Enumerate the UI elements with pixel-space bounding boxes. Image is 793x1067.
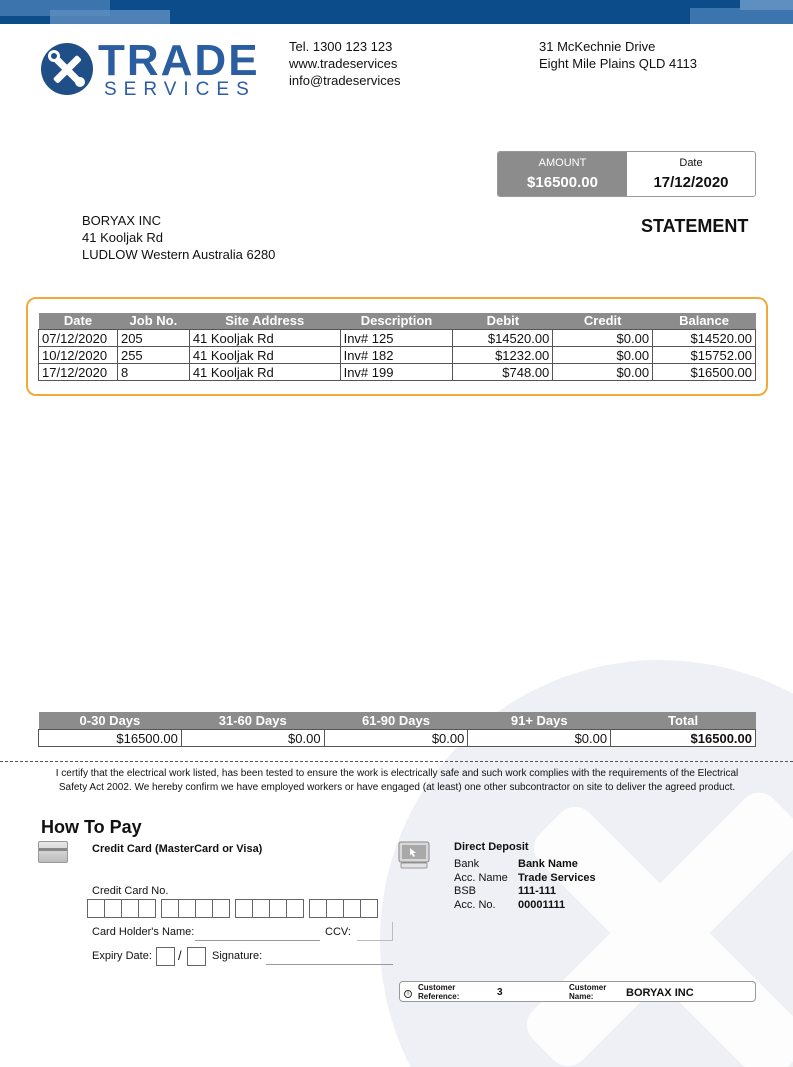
credit-card-number-input[interactable] [88,899,378,918]
cell-site-address: 41 Kooljak Rd [189,364,340,381]
card-digit-box[interactable] [235,899,253,918]
card-digit-group [310,899,378,918]
card-digit-box[interactable] [309,899,327,918]
acc-no-label: Acc. No. [454,898,496,911]
credit-card-icon [38,841,68,863]
date-value: 17/12/2020 [653,174,729,191]
customer-name-label-line: Name: [569,992,594,1001]
card-digit-box[interactable] [87,899,105,918]
ccv-field[interactable] [357,922,393,941]
aging-header: 0-30 Days [39,712,182,730]
expiry-separator: / [178,948,182,963]
column-header: Date [39,313,118,330]
customer-name-label-line: Customer [569,983,607,992]
date-label: Date [679,157,703,169]
customer-name-label [569,983,606,1001]
customer-name-value: BORYAX INC [626,987,694,999]
transactions-table [38,313,756,381]
table-row [39,347,756,364]
acc-no-value: 00001111 [518,898,566,911]
header-bar-block [690,8,793,24]
how-to-pay-title: How To Pay [41,817,142,837]
direct-deposit-details [454,858,596,912]
customer-reference-label [418,983,459,1001]
customer-reference-label-line: Reference: [418,992,460,1001]
column-header: Credit [553,313,653,330]
logo-title: TRADE [98,36,260,85]
ccv-label: CCV: [325,926,351,938]
card-digit-box[interactable] [360,899,378,918]
card-digit-box[interactable] [138,899,156,918]
aging-value: $0.00 [181,730,324,747]
amount-cell [498,152,627,196]
cell-balance: $15752.00 [653,347,756,364]
card-digit-box[interactable] [326,899,344,918]
customer-reference-value: 3 [497,987,503,998]
column-header: Balance [653,313,756,330]
customer-name: BORYAX INC [82,213,161,228]
column-header: Site Address [189,313,340,330]
card-digit-box[interactable] [121,899,139,918]
signature-label: Signature: [212,950,263,962]
card-digit-box[interactable] [178,899,196,918]
signature-field[interactable] [266,964,393,965]
cell-job-no: 8 [117,364,189,381]
amount-label: AMOUNT [538,157,587,169]
column-header: Description [340,313,453,330]
card-digit-group [162,899,230,918]
customer-street: 41 Kooljak Rd [82,230,163,245]
cell-balance: $14520.00 [653,330,756,347]
certification-text: I certify that the electrical work listed, has been tested to ensure the work is electrically safe and such work complies with the requirements of the Electrical Safety Act 2002. We hereby confirm we have employed workers or have engaged (at least) one other subcontractor on site to deliver the agreed product. [55,768,739,793]
cell-description: Inv# 125 [340,330,453,347]
direct-deposit-title: Direct Deposit [454,841,529,853]
bank-value: Bank Name [518,858,578,870]
aging-table [38,712,756,747]
card-digit-box[interactable] [212,899,230,918]
acc-name-label: Acc. Name [454,871,508,884]
card-holder-label: Card Holder's Name: [92,926,195,938]
cell-job-no: 255 [117,347,189,364]
customer-reference-box [399,981,756,1002]
customer-city: LUDLOW Western Australia 6280 [82,247,276,262]
cell-date: 10/12/2020 [39,347,118,364]
card-digit-box[interactable] [252,899,270,918]
table-row [39,364,756,381]
card-digit-group [236,899,304,918]
aging-values-row [39,730,756,747]
company-address-line: 31 McKechnie Drive [539,39,656,54]
card-digit-box[interactable] [343,899,361,918]
column-header: Debit [453,313,553,330]
card-digit-box[interactable] [195,899,213,918]
cell-site-address: 41 Kooljak Rd [189,330,340,347]
customer-address [82,212,275,263]
header-bar-block [740,0,793,10]
card-digit-box[interactable] [161,899,179,918]
document-title: STATEMENT [641,216,749,236]
credit-card-title: Credit Card (MasterCard or Visa) [92,843,263,855]
bsb-value: 111-111 [518,885,556,897]
tools-logo-icon [40,42,94,96]
company-address-line: Eight Mile Plains QLD 4113 [539,56,698,71]
card-digit-box[interactable] [269,899,287,918]
cell-debit: $1232.00 [453,347,553,364]
company-email[interactable]: info@tradeservices [289,73,401,88]
cell-job-no: 205 [117,330,189,347]
card-digit-group [88,899,156,918]
header-bar [0,0,793,24]
cell-debit: $14520.00 [453,330,553,347]
aging-header: 91+ Days [468,712,611,730]
header-bar-block [50,10,170,24]
cut-line [0,761,793,762]
card-holder-field[interactable] [195,940,320,941]
company-contact [289,38,400,89]
expiry-label: Expiry Date: [92,950,152,962]
company-phone: Tel. 1300 123 123 [289,39,393,54]
company-logo [40,36,260,100]
aging-value: $16500.00 [39,730,182,747]
cell-credit: $0.00 [553,330,653,347]
card-digit-box[interactable] [104,899,122,918]
aging-header-row [39,712,756,730]
acc-name-value: Trade Services [518,871,596,884]
cell-balance: $16500.00 [653,364,756,381]
company-website[interactable]: www.tradeservices [289,56,398,71]
table-row [39,330,756,347]
cell-date: 07/12/2020 [39,330,118,347]
table-header-row [39,313,756,330]
cell-credit: $0.00 [553,347,653,364]
aging-header: Total [611,712,756,730]
computer-icon [398,841,430,869]
date-cell [627,152,755,196]
aging-value: $0.00 [468,730,611,747]
card-digit-box[interactable] [286,899,304,918]
cell-credit: $0.00 [553,364,653,381]
info-icon: i [404,990,412,998]
cell-description: Inv# 199 [340,364,453,381]
expiry-month-field[interactable] [156,947,175,966]
expiry-year-field[interactable] [187,947,206,966]
company-address [539,38,697,72]
cell-site-address: 41 Kooljak Rd [189,347,340,364]
bsb-label: BSB [454,885,477,897]
customer-reference-label-line: Customer [418,983,456,992]
aging-header: 31-60 Days [181,712,324,730]
cell-description: Inv# 182 [340,347,453,364]
aging-header: 61-90 Days [324,712,468,730]
cell-date: 17/12/2020 [39,364,118,381]
bank-label: Bank [454,858,480,870]
aging-total: $16500.00 [611,730,756,747]
cell-debit: $748.00 [453,364,553,381]
aging-value: $0.00 [324,730,468,747]
column-header: Job No. [117,313,189,330]
amount-value: $16500.00 [527,174,598,191]
amount-date-box [497,151,756,197]
logo-subtitle: SERVICES [104,79,256,100]
credit-card-number-label: Credit Card No. [92,885,169,897]
